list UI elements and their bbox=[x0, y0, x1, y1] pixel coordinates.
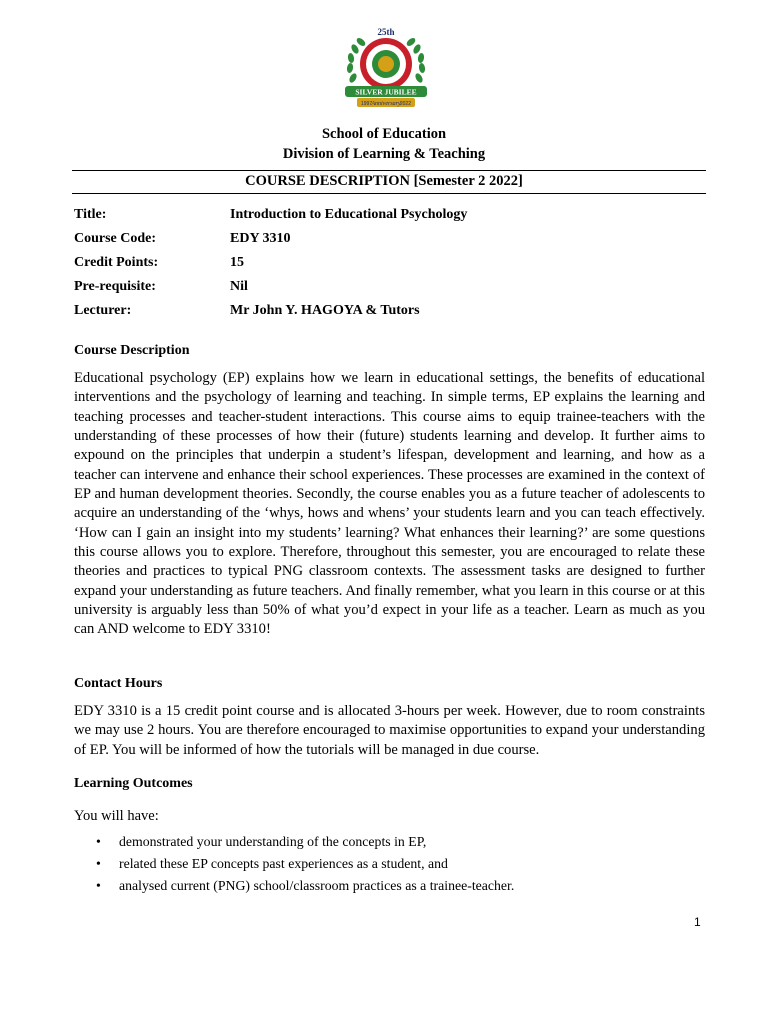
meta-label: Title: bbox=[74, 207, 107, 222]
section-heading-course-description: Course Description bbox=[74, 343, 190, 358]
list-item bbox=[74, 855, 704, 877]
course-description-paragraph: Educational psychology (EP) explains how we learn in educational settings, the benefits of educational interventions and the psychology of learning and teaching. In simple terms, EP explains the learning and teaching processes and teacher-student interactions. This course aims to equip trainee-teachers with the understanding of these processes of how their (future) students learning and develop. It further aims to expound on the principles that underpin a student’s lifespan, development and learning, and how as a teacher can intervene and enhance their school experiences. These processes are examined in the context of EP and human development theories. Secondly, the course enables you as a future teacher of adolescents to acquire an understanding of the ‘whys, hows and whens’ your students learn and you can teach effectively. ‘How can I gain an insight into my students’ learning? What enhances their learning?’ are some questions this course allows you to explore. Therefore, throughout this semester, you are encouraged to relate these theories and practices to typical PNG classroom contexts. The assessment tasks are designed to further expand your understanding as future teachers. And finally remember, what you learn in this course or at this university is arguably less than 50% of what you’d expect in your life as a teacher. Learn as much as you can AND welcome to EDY 3310! bbox=[74, 370, 705, 638]
division-name: Division of Learning & Teaching bbox=[282, 146, 486, 162]
meta-label: Course Code: bbox=[74, 231, 157, 246]
course-description-heading: COURSE DESCRIPTION [Semester 2 2022] bbox=[245, 173, 523, 189]
logo-year-right: 2022 bbox=[399, 101, 411, 107]
meta-row-lecturer bbox=[74, 302, 714, 326]
meta-label: Lecturer: bbox=[74, 303, 132, 318]
bottom-divider bbox=[72, 193, 706, 194]
meta-label: Pre-requisite: bbox=[74, 279, 156, 294]
meta-row-title bbox=[74, 206, 714, 230]
logo-ribbon-text: Anniversary bbox=[371, 101, 401, 107]
learning-outcomes-list bbox=[74, 833, 704, 899]
logo-year-left: 1997 bbox=[361, 101, 373, 107]
list-item bbox=[74, 833, 704, 855]
meta-value: 15 bbox=[230, 255, 244, 270]
section-heading-contact-hours: Contact Hours bbox=[74, 676, 163, 691]
bullet-icon: • bbox=[96, 878, 101, 893]
list-item-text: related these EP concepts past experiences as a student, and bbox=[119, 856, 448, 871]
bullet-icon: • bbox=[96, 856, 101, 871]
top-divider bbox=[72, 170, 706, 171]
meta-value: EDY 3310 bbox=[230, 231, 291, 246]
meta-value: Mr John Y. HAGOYA & Tutors bbox=[230, 303, 420, 318]
meta-label: Credit Points: bbox=[74, 255, 159, 270]
meta-value: Introduction to Educational Psychology bbox=[230, 207, 468, 222]
list-item-text: demonstrated your understanding of the concepts in EP, bbox=[119, 834, 427, 849]
list-item-text: analysed current (PNG) school/classroom practices as a trainee-teacher. bbox=[119, 878, 515, 893]
meta-row-course-code bbox=[74, 230, 714, 254]
bullet-icon: • bbox=[96, 834, 101, 849]
section-heading-learning-outcomes: Learning Outcomes bbox=[74, 776, 193, 791]
meta-value: Nil bbox=[230, 279, 248, 294]
university-silver-jubilee-logo bbox=[339, 26, 433, 110]
school-name: School of Education bbox=[321, 126, 447, 142]
list-item bbox=[74, 877, 704, 899]
logo-banner-text: SILVER JUBILEE bbox=[355, 87, 417, 97]
page-number: 1 bbox=[694, 915, 701, 929]
learning-outcomes-intro: You will have: bbox=[74, 808, 159, 824]
contact-hours-paragraph: EDY 3310 is a 15 credit point course and is allocated 3-hours per week. However, due to room constraints we may use 2 hours. You are therefore encouraged to maximise opportunities to expand your understanding of EP. You will be informed of how the tutorials will be managed in due course. bbox=[74, 703, 705, 758]
meta-row-prerequisite bbox=[74, 278, 714, 302]
logo-top-text: 25th bbox=[377, 27, 395, 37]
course-meta-table bbox=[74, 206, 714, 326]
meta-row-credit-points bbox=[74, 254, 714, 278]
